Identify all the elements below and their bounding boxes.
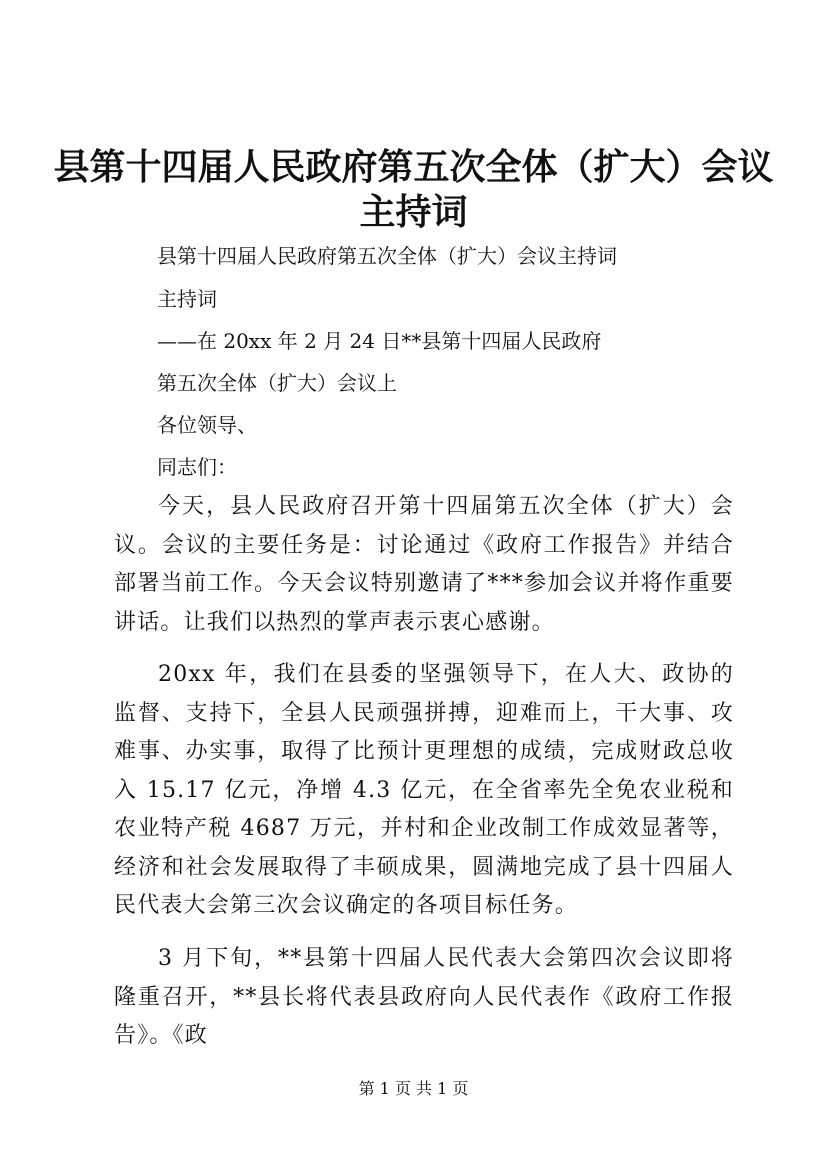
body-paragraph-1: 今天，县人民政府召开第十四届第五次全体（扩大）会议。会议的主要任务是：讨论通过《政府工作报告》并结合部署当前工作。今天会议特别邀请了***参加会议并将作重要讲话。让我们以热烈的掌声表示衷心感谢。 xyxy=(114,494,734,635)
body-paragraph-2: 20xx 年，我们在县委的坚强领导下，在人大、政协的监督、支持下，全县人民顽强拼搏，迎难而上，干大事、攻难事、办实事，取得了比预计更理想的成绩，完成财政总收入 15.17 亿元，净增 4.3 亿元，在全省率先全免农业税和农业特产税 4687 万元，并村和企业改制工作成效显著等，经济和社会发展取得了丰硕成果，圆满地完成了县十四届人民代表大会第三次会议确定的各项目标任务。 xyxy=(114,662,734,918)
heading-line: 主持词 xyxy=(157,287,217,311)
salutation-line-2: 同志们： xyxy=(157,455,237,479)
salutation-line-1: 各位领导、 xyxy=(157,413,257,437)
document-title-line-1: 县第十四届人民政府第五次全体（扩大）会议 xyxy=(53,146,774,188)
body-paragraph-3: 3 月下旬，**县第十四届人民代表大会第四次会议即将隆重召开，**县长将代表县政府向人民代表作《政府工作报告》。《政 xyxy=(114,946,734,1048)
page-footer: 第 1 页 共 1 页 xyxy=(358,1079,469,1098)
occasion-line: ——在 20xx 年 2 月 24 日**县第十四届人民政府 xyxy=(157,329,602,353)
occasion-line-continued: 第五次全体（扩大）会议上 xyxy=(157,371,397,395)
subtitle-line: 县第十四届人民政府第五次全体（扩大）会议主持词 xyxy=(157,244,617,268)
document-title-line-2: 主持词 xyxy=(359,191,468,233)
